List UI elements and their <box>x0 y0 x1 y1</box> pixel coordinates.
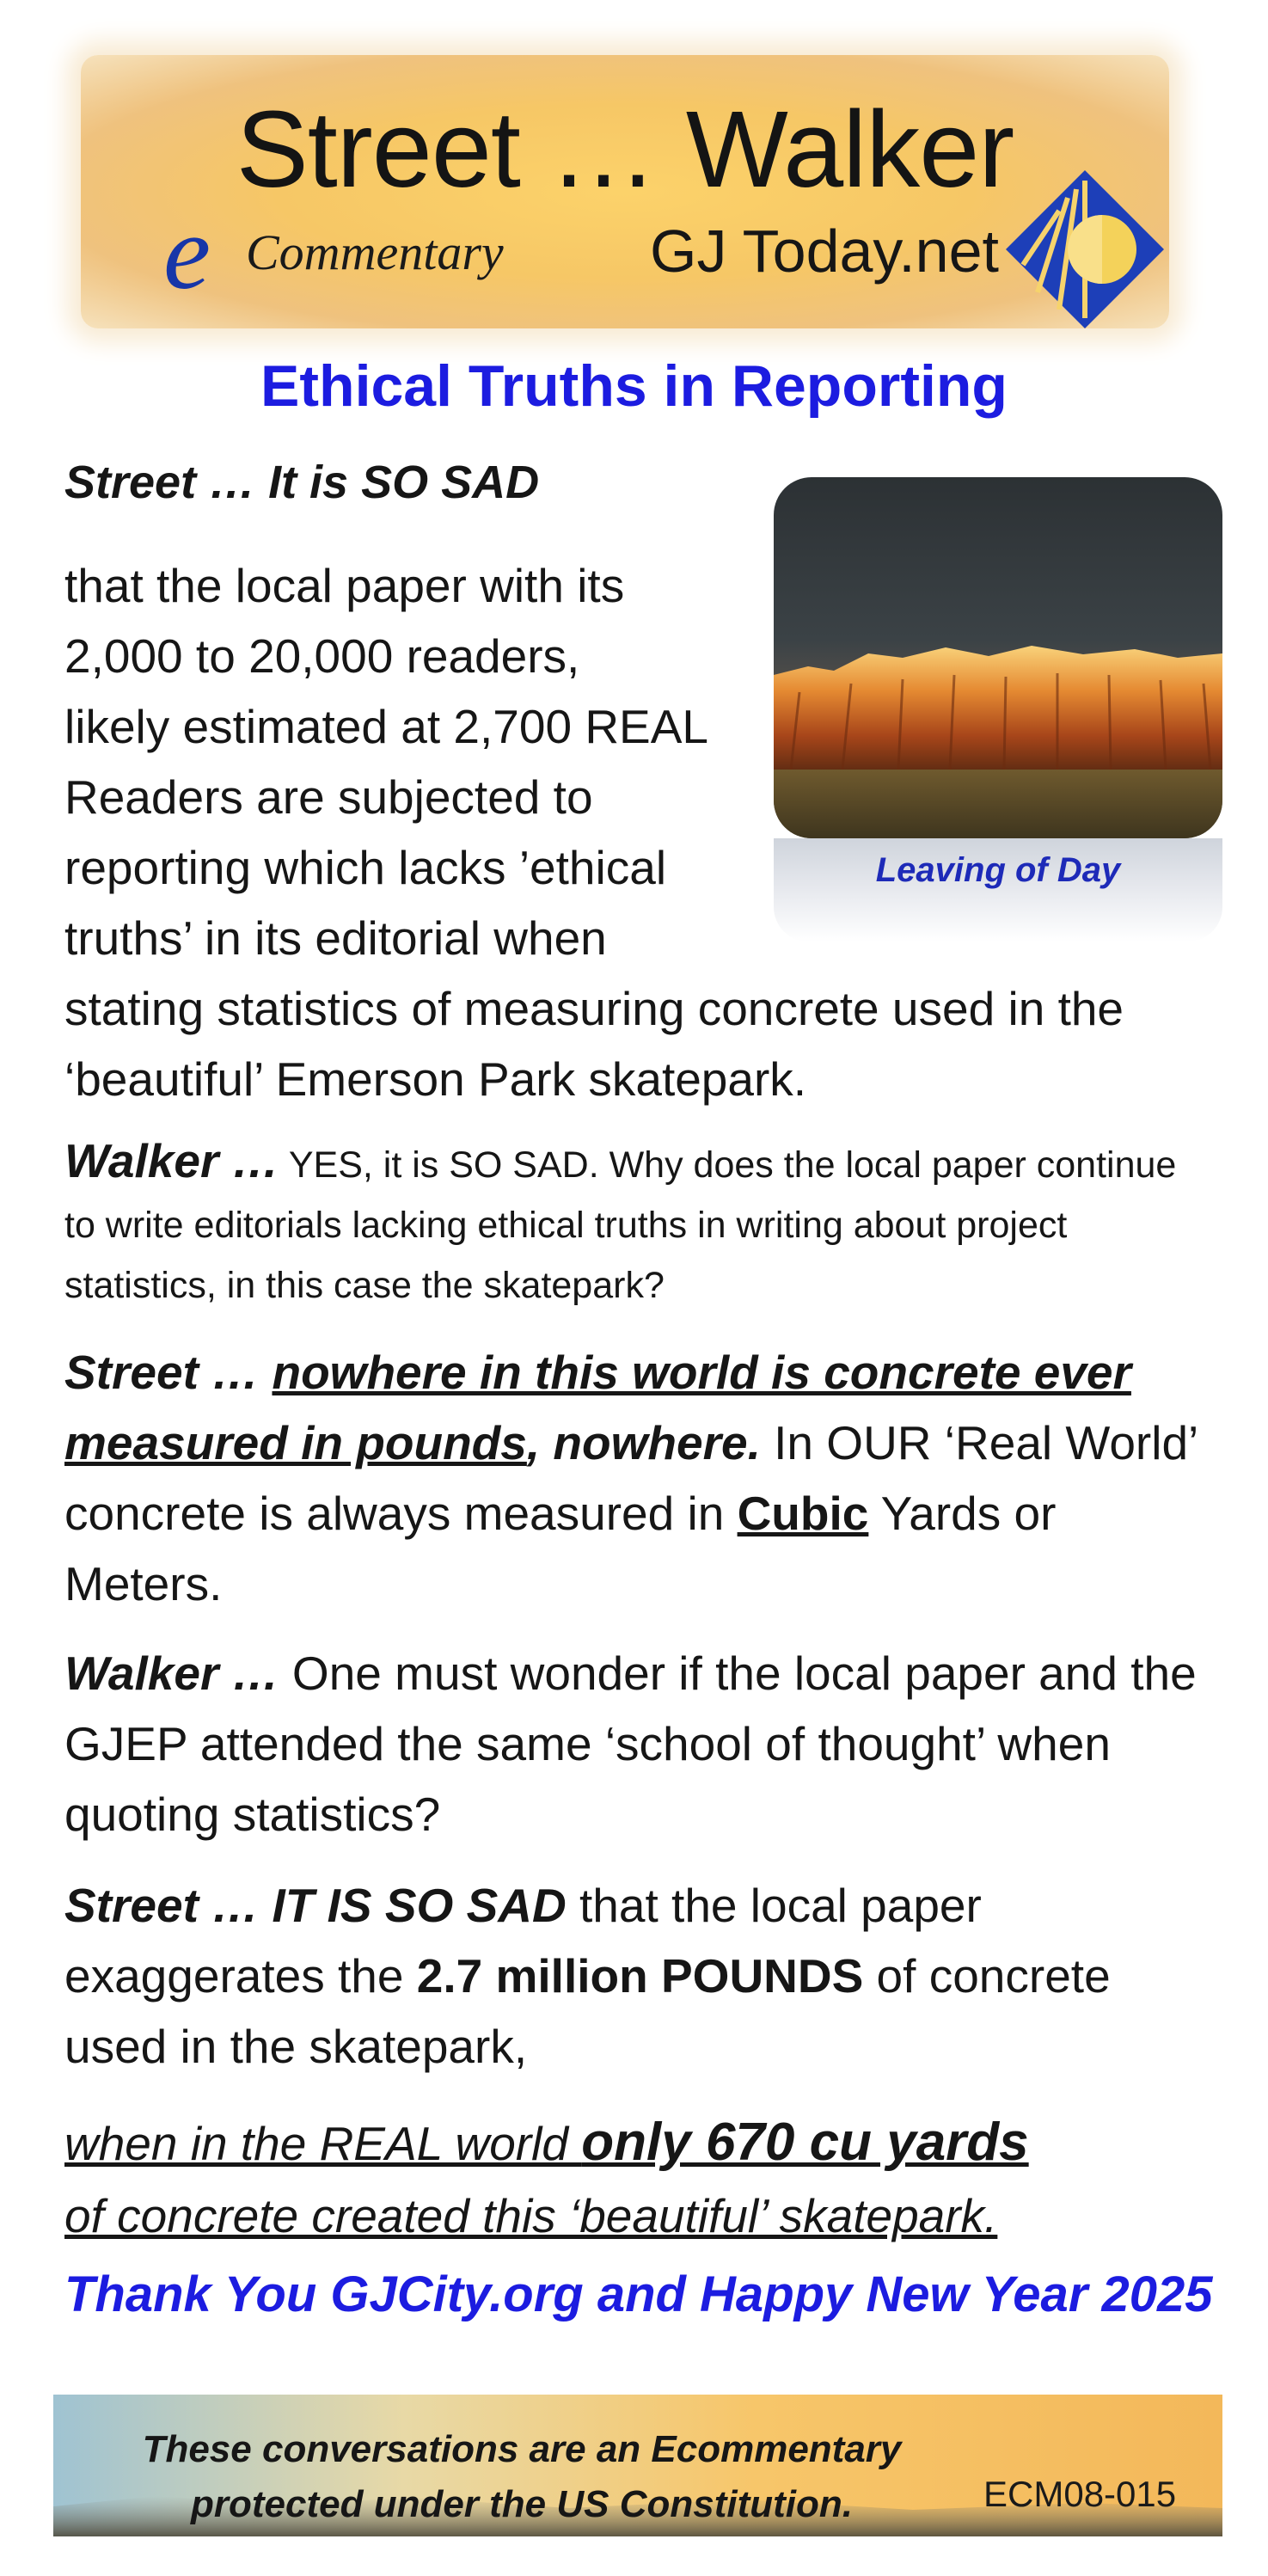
sunset-mesa-photo <box>774 477 1222 838</box>
paragraph-4-text: One must wonder if the local paper and the GJEP attended the same ‘school of thought’ when quoting statistics? <box>64 1647 1197 1841</box>
footer-line-2: protected under the US Constitution. <box>191 2483 853 2525</box>
paragraph-3-emphasis-tail: , nowhere. <box>526 1416 761 1469</box>
paragraph-4 <box>64 1638 1216 1849</box>
paragraph-5-text: that the local paper exaggerates the <box>64 1879 982 2003</box>
paragraph-5 <box>64 1870 1216 2082</box>
footer-notice <box>79 2422 965 2532</box>
street-lead: Street … <box>64 1346 273 1399</box>
banner-title: Street … Walker <box>236 89 1014 210</box>
walker-lead: Walker … <box>64 1647 279 1700</box>
cubic-word: Cubic <box>737 1487 869 1540</box>
footer-line-1: These conversations are an Ecommentary <box>142 2428 902 2470</box>
photo-caption: Leaving of Day <box>875 851 1121 889</box>
banner-site-name: GJ Today.net <box>650 218 999 285</box>
banner-e-letter: e <box>163 193 211 311</box>
paragraph-1-line: truths’ in its editorial when <box>64 911 607 965</box>
paragraph-5-text-end: of concrete used in the skatepark, <box>64 1949 1111 2073</box>
paragraph-3 <box>64 1337 1216 1619</box>
paragraph-2 <box>64 1131 1216 1316</box>
paragraph-3-text: In OUR ‘Real World’ concrete is always measured in <box>64 1416 1198 1540</box>
paragraph-2-text: YES, it is SO SAD. Why does the local paper continue to write editorials lacking ethical truths in writing about project statistics, in this case the skatepark? <box>64 1144 1177 1306</box>
paragraph-6-text: when in the REAL world <box>64 2117 582 2170</box>
paragraph-1 <box>64 550 752 973</box>
street-lead: Street … IT IS SO SAD <box>64 1879 567 1932</box>
paragraph-3-text-end: Yards or Meters. <box>64 1487 1057 1610</box>
thank-you-line: Thank You GJCity.org and Happy New Year 2025 <box>64 2266 1213 2322</box>
pounds-figure: 2.7 million POUNDS <box>416 1949 864 2003</box>
diamond-sun-logo-icon <box>999 163 1171 335</box>
walker-lead: Walker … <box>64 1134 279 1187</box>
paragraph-1-line: likely estimated at 2,700 REAL <box>64 700 708 753</box>
paragraph-6 <box>64 2107 1216 2252</box>
header-banner <box>81 55 1169 328</box>
paragraph-1-heading: Street … It is SO SAD <box>64 457 540 508</box>
footer-banner <box>53 2395 1222 2536</box>
footer-code: ECM08-015 <box>983 2474 1177 2514</box>
paragraph-6-text-end: of concrete created this ‘beautiful’ skatepark. <box>64 2189 998 2242</box>
paragraph-1-line: reporting which lacks ’ethical <box>64 841 667 894</box>
paragraph-1-line: Readers are subjected to <box>64 770 593 824</box>
paragraph-1-line: that the local paper with its <box>64 559 625 612</box>
page-title: Ethical Truths in Reporting <box>260 353 1008 419</box>
paragraph-1-continuation: stating statistics of measuring concrete used in the ‘beautiful’ Emerson Park skatepark. <box>64 982 1124 1106</box>
paragraph-1-line: 2,000 to 20,000 readers, <box>64 629 580 683</box>
paragraph-3-emphasis: nowhere in this world is concrete ever measured in pounds <box>64 1346 1131 1469</box>
cu-yards-figure: only 670 cu yards <box>581 2113 1029 2172</box>
banner-commentary: Commentary <box>246 224 504 280</box>
